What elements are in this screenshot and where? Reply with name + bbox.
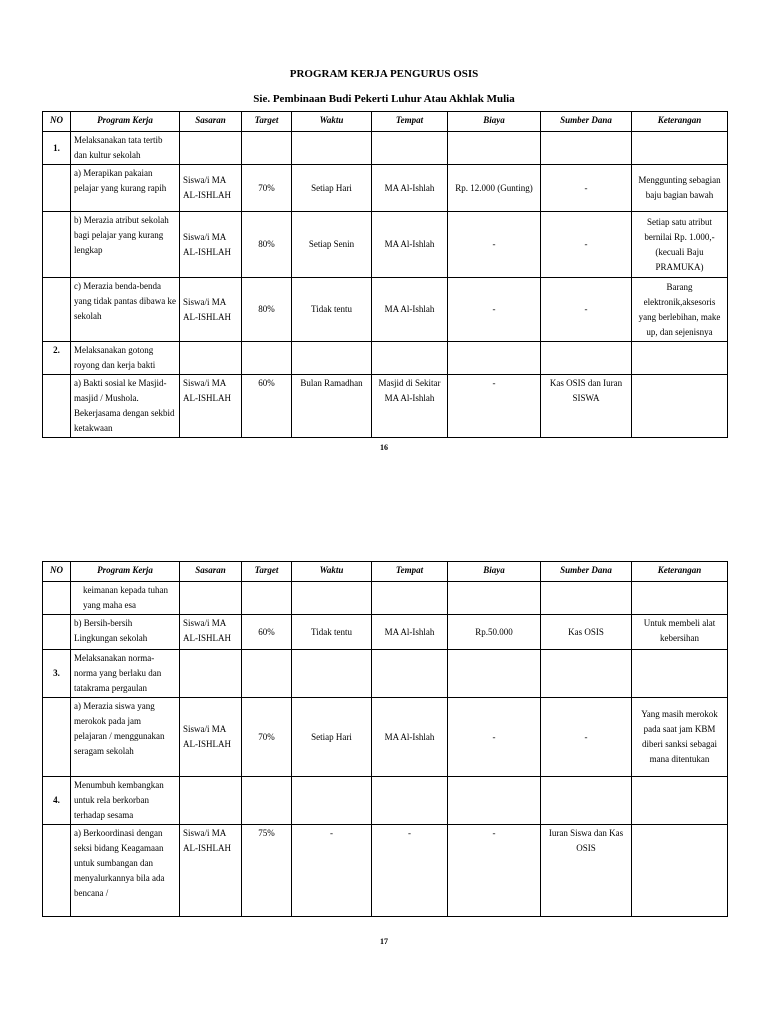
target-cell: 70%: [242, 698, 292, 777]
table-row: [43, 132, 728, 165]
header-tempat: Tempat: [372, 562, 448, 582]
program-table-page-17: [42, 561, 728, 917]
keterangan-cell: Menggunting sebagian baju bagian bawah: [632, 165, 728, 212]
sasaran-cell: Siswa/i MA AL-ISHLAH: [180, 825, 242, 917]
sasaran-cell: Siswa/i MA AL-ISHLAH: [180, 278, 242, 342]
header-keterangan: Keterangan: [632, 112, 728, 132]
table-row: [43, 650, 728, 698]
table-row: [43, 582, 728, 615]
sumber-dana-cell: -: [541, 165, 632, 212]
header-waktu: Waktu: [292, 562, 372, 582]
table-row: [43, 615, 728, 650]
program-text: Melaksanakan tata tertib dan kultur sekolah: [71, 132, 180, 165]
waktu-cell: -: [292, 825, 372, 917]
sasaran-cell: Siswa/i MA AL-ISHLAH: [180, 615, 242, 650]
sasaran-cell: Siswa/i MA AL-ISHLAH: [180, 375, 242, 438]
keterangan-cell: Setiap satu atribut bernilai Rp. 1.000,- (kecuali Baju PRAMUKA): [632, 212, 728, 278]
page-subtitle: Sie. Pembinaan Budi Pekerti Luhur Atau Akhlak Mulia: [253, 93, 515, 105]
header-no: NO: [43, 112, 71, 132]
target-cell: 70%: [242, 165, 292, 212]
waktu-cell: Setiap Hari: [292, 698, 372, 777]
row-number: 2.: [43, 342, 71, 375]
biaya-cell: Rp. 12.000 (Gunting): [448, 165, 541, 212]
header-keterangan: Keterangan: [632, 562, 728, 582]
target-cell: 80%: [242, 278, 292, 342]
tempat-cell: Masjid di Sekitar MA Al-Ishlah: [372, 375, 448, 438]
header-sasaran: Sasaran: [180, 562, 242, 582]
table-row: [43, 278, 728, 342]
table-header-row: [43, 112, 728, 132]
biaya-cell: -: [448, 278, 541, 342]
sumber-dana-cell: Kas OSIS: [541, 615, 632, 650]
sasaran-cell: Siswa/i MA AL-ISHLAH: [180, 165, 242, 212]
table-row: [43, 165, 728, 212]
tempat-cell: MA Al-Ishlah: [372, 615, 448, 650]
tempat-cell: MA Al-Ishlah: [372, 212, 448, 278]
waktu-cell: Tidak tentu: [292, 615, 372, 650]
page-number: 16: [380, 443, 388, 452]
biaya-cell: -: [448, 698, 541, 777]
sumber-dana-cell: Iuran Siswa dan Kas OSIS: [541, 825, 632, 917]
program-text: Melaksanakan gotong royong dan kerja bakti: [71, 342, 180, 375]
header-biaya: Biaya: [448, 112, 541, 132]
biaya-cell: -: [448, 375, 541, 438]
header-biaya: Biaya: [448, 562, 541, 582]
waktu-cell: Setiap Senin: [292, 212, 372, 278]
biaya-cell: -: [448, 212, 541, 278]
tempat-cell: MA Al-Ishlah: [372, 165, 448, 212]
program-table-page-16: [42, 111, 728, 438]
sumber-dana-cell: -: [541, 698, 632, 777]
sasaran-cell: Siswa/i MA AL-ISHLAH: [180, 698, 242, 777]
page-number: 17: [380, 937, 388, 946]
target-cell: 60%: [242, 615, 292, 650]
header-sumber-dana: Sumber Dana: [541, 562, 632, 582]
header-program: Program Kerja: [71, 112, 180, 132]
keterangan-cell: [632, 375, 728, 438]
sumber-dana-cell: -: [541, 212, 632, 278]
program-text: a) Berkoordinasi dengan seksi bidang Keagamaan untuk sumbangan dan menyalurkannya bila ada bencana /: [71, 825, 180, 917]
program-text: a) Merapikan pakaian pelajar yang kurang rapih: [71, 165, 180, 212]
table-row: [43, 825, 728, 917]
table-row: [43, 342, 728, 375]
header-target: Target: [242, 562, 292, 582]
biaya-cell: Rp.50.000: [448, 615, 541, 650]
keterangan-cell: Untuk membeli alat kebersihan: [632, 615, 728, 650]
row-number: 1.: [43, 132, 71, 165]
target-cell: 80%: [242, 212, 292, 278]
program-text: c) Merazia benda-benda yang tidak pantas dibawa ke sekolah: [71, 278, 180, 342]
header-tempat: Tempat: [372, 112, 448, 132]
target-cell: 75%: [242, 825, 292, 917]
header-program: Program Kerja: [71, 562, 180, 582]
tempat-cell: -: [372, 825, 448, 917]
header-sumber-dana: Sumber Dana: [541, 112, 632, 132]
program-text: a) Bakti sosial ke Masjid-masjid / Mushola. Bekerjasama dengan sekbid ketakwaan: [71, 375, 180, 438]
header-target: Target: [242, 112, 292, 132]
program-text: Melaksanakan norma-norma yang berlaku dan tatakrama pergaulan: [71, 650, 180, 698]
tempat-cell: MA Al-Ishlah: [372, 698, 448, 777]
program-text: keimanan kepada tuhan yang maha esa: [71, 582, 180, 615]
sumber-dana-cell: -: [541, 278, 632, 342]
table-row: [43, 777, 728, 825]
program-text: Menumbuh kembangkan untuk rela berkorban terhadap sesama: [71, 777, 180, 825]
row-number: 3.: [43, 650, 71, 698]
keterangan-cell: [632, 825, 728, 917]
program-text: b) Merazia atribut sekolah bagi pelajar yang kurang lengkap: [71, 212, 180, 278]
page-title: PROGRAM KERJA PENGURUS OSIS: [289, 68, 479, 80]
biaya-cell: -: [448, 825, 541, 917]
table-row: [43, 698, 728, 777]
header-no: NO: [43, 562, 71, 582]
waktu-cell: Tidak tentu: [292, 278, 372, 342]
table-row: [43, 375, 728, 438]
header-sasaran: Sasaran: [180, 112, 242, 132]
program-text: a) Merazia siswa yang merokok pada jam pelajaran / menggunakan seragam sekolah: [71, 698, 180, 777]
sasaran-cell: Siswa/i MA AL-ISHLAH: [180, 212, 242, 278]
tempat-cell: MA Al-Ishlah: [372, 278, 448, 342]
sumber-dana-cell: Kas OSIS dan Iuran SISWA: [541, 375, 632, 438]
table-row: [43, 212, 728, 278]
program-text: b) Bersih-bersih Lingkungan sekolah: [71, 615, 180, 650]
table-header-row: [43, 562, 728, 582]
row-number: 4.: [43, 777, 71, 825]
target-cell: 60%: [242, 375, 292, 438]
keterangan-cell: Barang elektronik,aksesoris yang berlebihan, make up, dan sejenisnya: [632, 278, 728, 342]
waktu-cell: Bulan Ramadhan: [292, 375, 372, 438]
header-waktu: Waktu: [292, 112, 372, 132]
waktu-cell: Setiap Hari: [292, 165, 372, 212]
keterangan-cell: Yang masih merokok pada saat jam KBM diberi sanksi sebagai mana ditentukan: [632, 698, 728, 777]
